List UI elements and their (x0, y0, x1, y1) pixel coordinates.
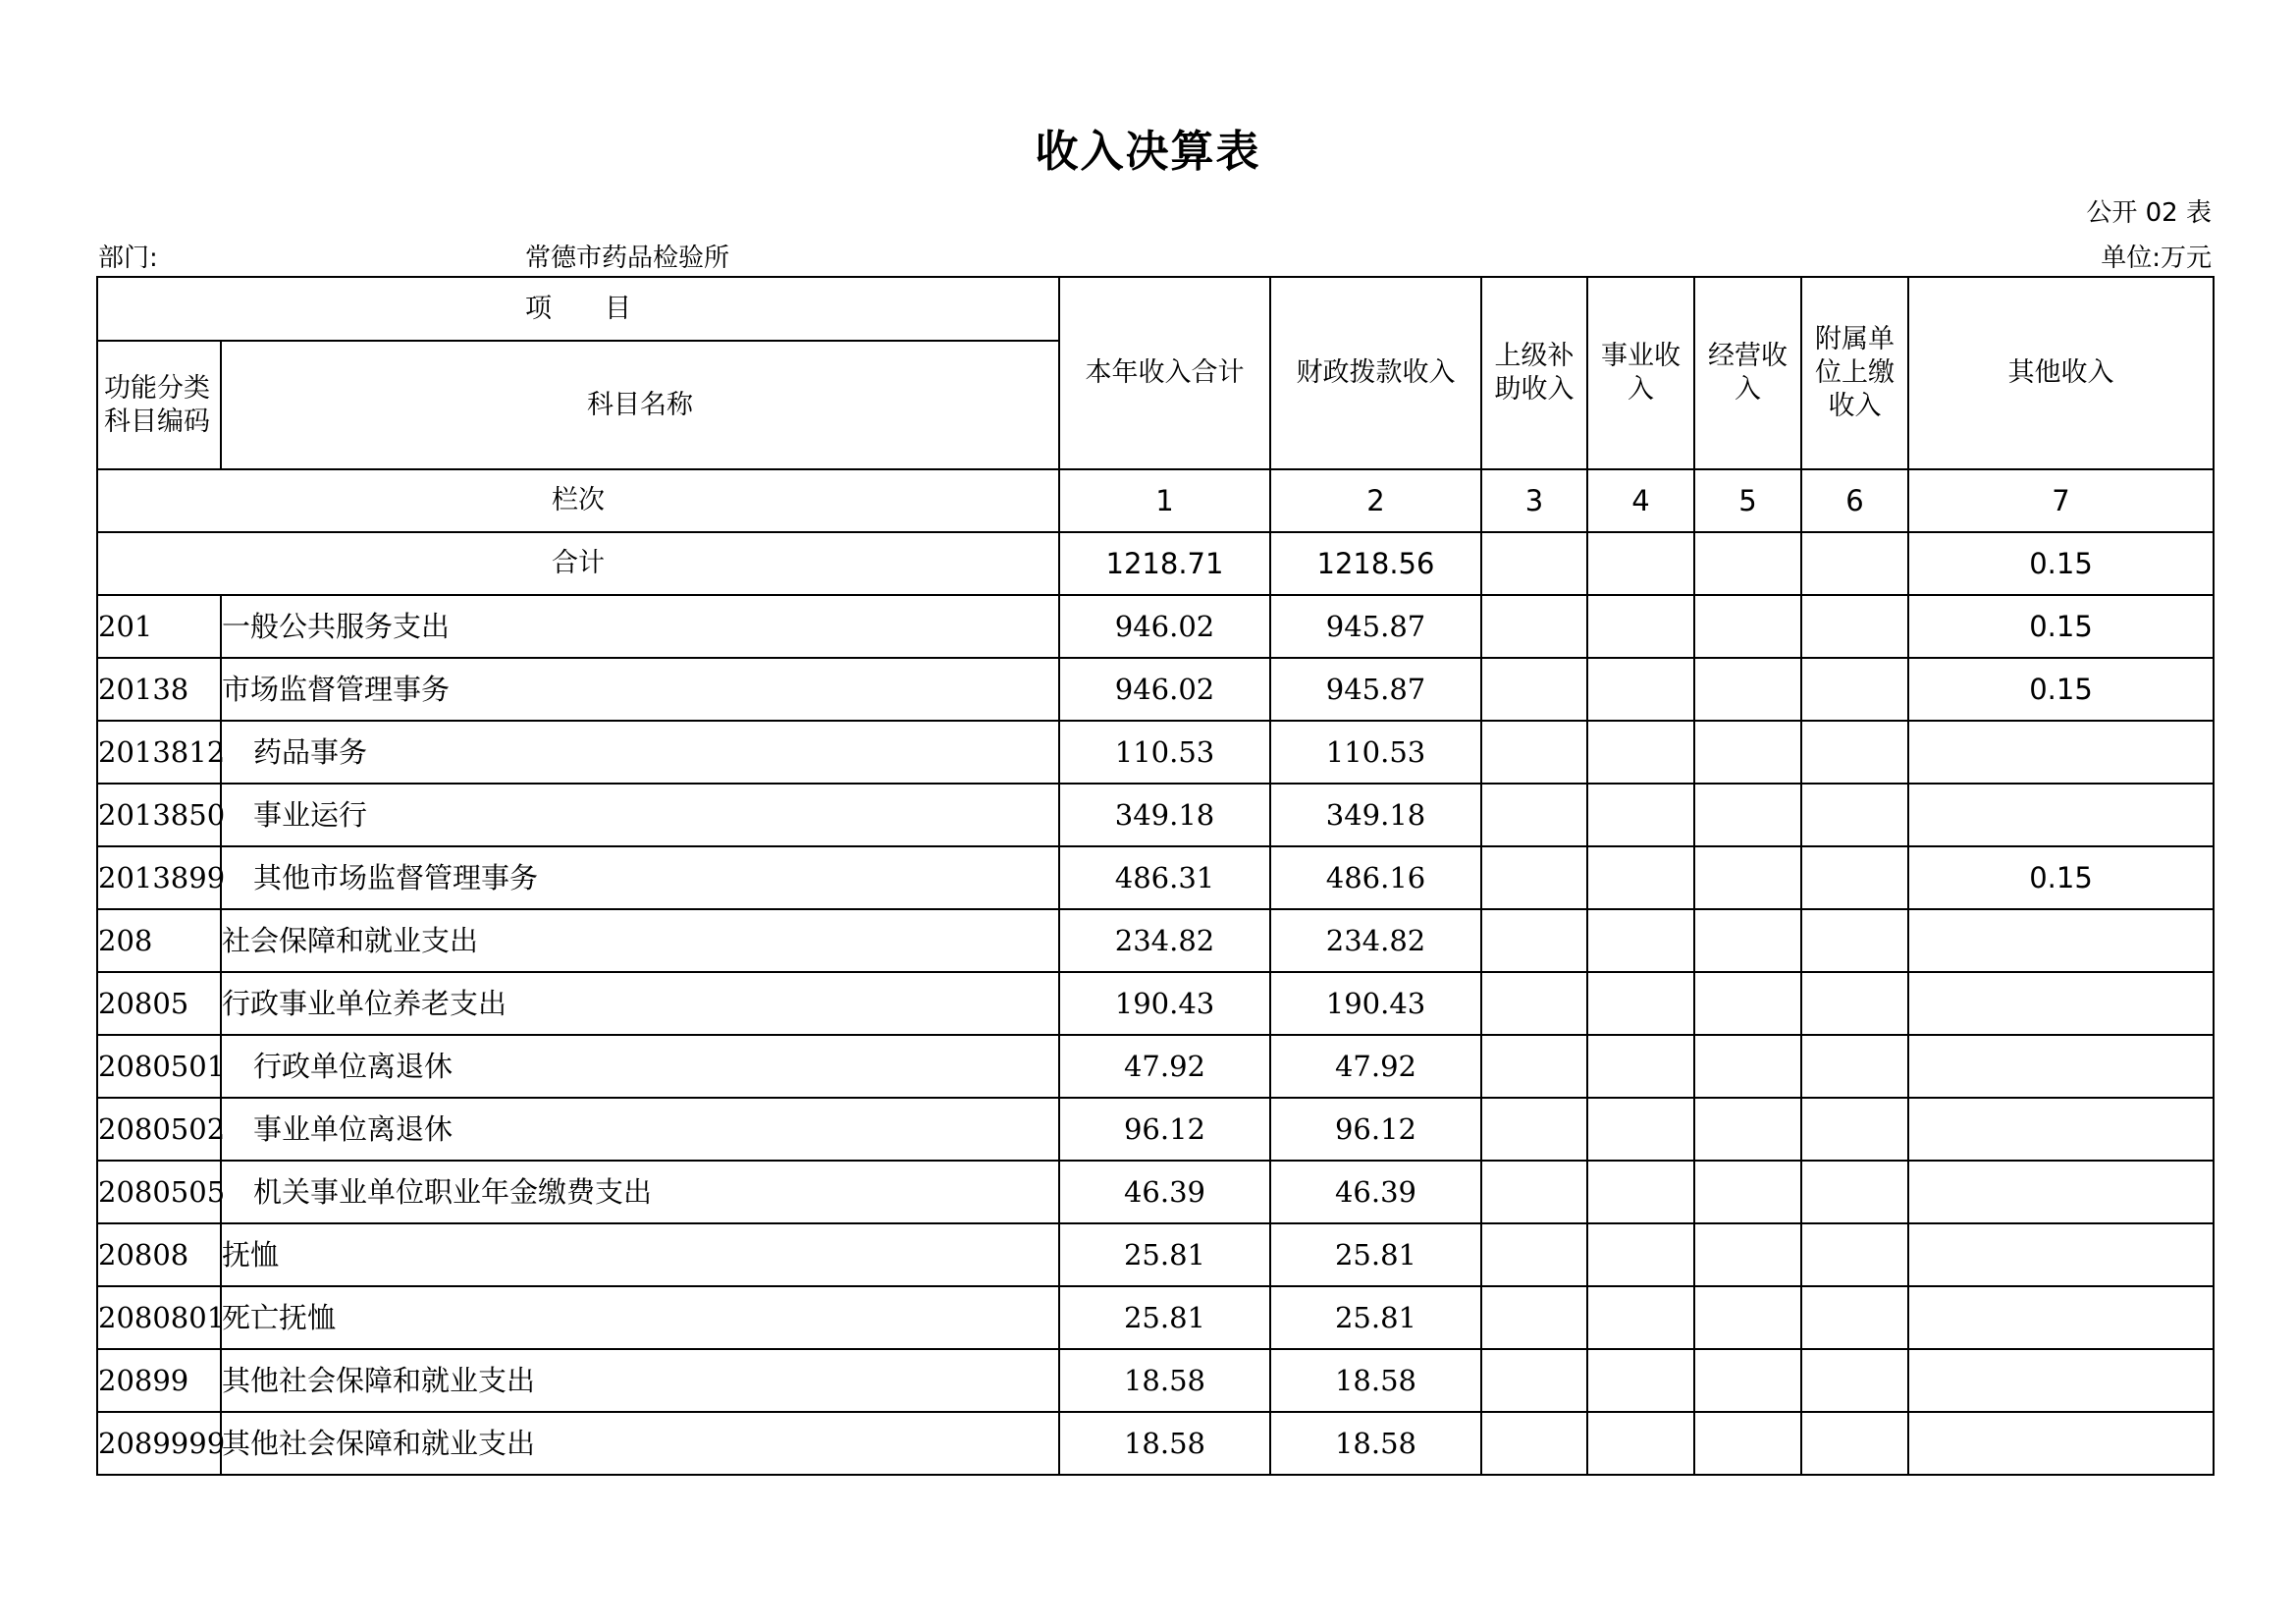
fiscal-income-cell: 486.16 (1270, 846, 1481, 909)
fiscal-income-cell: 25.81 (1270, 1223, 1481, 1286)
fiscal-income-cell: 46.39 (1270, 1161, 1481, 1223)
other-income-cell (1908, 1098, 2214, 1161)
total-label: 合计 (97, 532, 1059, 595)
table-row (97, 1098, 2214, 1161)
table-row (97, 972, 2214, 1035)
business-income-cell (1587, 784, 1694, 846)
superior-income-cell (1481, 1286, 1587, 1349)
total-row (97, 532, 2214, 595)
subject-name-cell: 事业单位离退休 (221, 1098, 1059, 1161)
header-row-1 (97, 277, 2214, 341)
subject-name-cell: 机关事业单位职业年金缴费支出 (221, 1161, 1059, 1223)
subject-code-cell: 201 (97, 595, 221, 658)
business-income-cell (1587, 1161, 1694, 1223)
affiliated-income-cell (1801, 784, 1908, 846)
subject-code-cell: 20138 (97, 658, 221, 721)
other-income-cell: 0.15 (1908, 595, 2214, 658)
fiscal-income-cell: 190.43 (1270, 972, 1481, 1035)
header-fiscal-income: 财政拨款收入 (1270, 277, 1481, 469)
fiscal-income-cell: 18.58 (1270, 1412, 1481, 1475)
column-number: 2 (1270, 469, 1481, 532)
business-income-cell (1587, 1349, 1694, 1412)
fiscal-income-cell: 96.12 (1270, 1098, 1481, 1161)
total-income-cell: 18.58 (1059, 1349, 1270, 1412)
affiliated-income-cell (1801, 658, 1908, 721)
column-number: 6 (1801, 469, 1908, 532)
total-business-value (1587, 532, 1694, 595)
other-income-cell (1908, 784, 2214, 846)
other-income-cell (1908, 972, 2214, 1035)
subject-name-cell: 市场监督管理事务 (221, 658, 1059, 721)
table-row (97, 909, 2214, 972)
subject-code-cell: 20899 (97, 1349, 221, 1412)
other-income-cell (1908, 1412, 2214, 1475)
table-row (97, 1412, 2214, 1475)
operating-income-cell (1694, 721, 1801, 784)
subject-name-cell: 其他社会保障和就业支出 (221, 1412, 1059, 1475)
subject-code-cell: 2013850 (97, 784, 221, 846)
subject-name-cell: 事业运行 (221, 784, 1059, 846)
business-income-cell (1587, 1286, 1694, 1349)
subject-code-cell: 2080502 (97, 1098, 221, 1161)
total-income-cell: 190.43 (1059, 972, 1270, 1035)
subject-name-cell: 药品事务 (221, 721, 1059, 784)
affiliated-income-cell (1801, 1098, 1908, 1161)
table-row (97, 1286, 2214, 1349)
header-project: 项 目 (97, 277, 1059, 341)
header-subject-name: 科目名称 (221, 341, 1059, 469)
income-table (96, 276, 2215, 1476)
operating-income-cell (1694, 658, 1801, 721)
subject-name-cell: 一般公共服务支出 (221, 595, 1059, 658)
total-income-cell: 25.81 (1059, 1223, 1270, 1286)
fiscal-income-cell: 18.58 (1270, 1349, 1481, 1412)
other-income-cell (1908, 1161, 2214, 1223)
table-row (97, 784, 2214, 846)
business-income-cell (1587, 1035, 1694, 1098)
operating-income-cell (1694, 595, 1801, 658)
total-income-cell: 96.12 (1059, 1098, 1270, 1161)
operating-income-cell (1694, 909, 1801, 972)
affiliated-income-cell (1801, 1223, 1908, 1286)
total-income-cell: 946.02 (1059, 658, 1270, 721)
operating-income-cell (1694, 846, 1801, 909)
fiscal-income-cell: 110.53 (1270, 721, 1481, 784)
other-income-cell (1908, 909, 2214, 972)
subject-code-cell: 2080501 (97, 1035, 221, 1098)
subject-name-cell: 死亡抚恤 (221, 1286, 1059, 1349)
business-income-cell (1587, 846, 1694, 909)
header-business-income: 事业收入 (1587, 277, 1694, 469)
total-income-cell: 18.58 (1059, 1412, 1270, 1475)
header-total-income: 本年收入合计 (1059, 277, 1270, 469)
affiliated-income-cell (1801, 1349, 1908, 1412)
total-income-cell: 110.53 (1059, 721, 1270, 784)
department-name: 常德市药品检验所 (525, 244, 730, 273)
table-row (97, 1223, 2214, 1286)
total-income-cell: 25.81 (1059, 1286, 1270, 1349)
column-number: 5 (1694, 469, 1801, 532)
total-income-value: 1218.71 (1059, 532, 1270, 595)
subject-name-cell: 行政单位离退休 (221, 1035, 1059, 1098)
column-number-label: 栏次 (97, 469, 1059, 532)
total-operating-value (1694, 532, 1801, 595)
subject-name-cell: 行政事业单位养老支出 (221, 972, 1059, 1035)
operating-income-cell (1694, 1098, 1801, 1161)
subject-name-cell: 社会保障和就业支出 (221, 909, 1059, 972)
table-row (97, 846, 2214, 909)
operating-income-cell (1694, 1223, 1801, 1286)
superior-income-cell (1481, 1035, 1587, 1098)
header-operating-income: 经营收入 (1694, 277, 1801, 469)
affiliated-income-cell (1801, 721, 1908, 784)
affiliated-income-cell (1801, 1412, 1908, 1475)
table-row (97, 1161, 2214, 1223)
total-income-cell: 486.31 (1059, 846, 1270, 909)
affiliated-income-cell (1801, 595, 1908, 658)
subject-code-cell: 2089999 (97, 1412, 221, 1475)
superior-income-cell (1481, 909, 1587, 972)
other-income-cell (1908, 721, 2214, 784)
business-income-cell (1587, 1098, 1694, 1161)
header-superior-income: 上级补助收入 (1481, 277, 1587, 469)
subject-name-cell: 其他市场监督管理事务 (221, 846, 1059, 909)
other-income-cell (1908, 1223, 2214, 1286)
column-number: 3 (1481, 469, 1587, 532)
table-body (97, 277, 2214, 1475)
superior-income-cell (1481, 972, 1587, 1035)
table-row (97, 1035, 2214, 1098)
total-income-cell: 946.02 (1059, 595, 1270, 658)
fiscal-income-cell: 47.92 (1270, 1035, 1481, 1098)
business-income-cell (1587, 1412, 1694, 1475)
column-number: 4 (1587, 469, 1694, 532)
subject-code-cell: 2080801 (97, 1286, 221, 1349)
form-number: 公开 02 表 (2086, 198, 2212, 228)
business-income-cell (1587, 721, 1694, 784)
other-income-cell: 0.15 (1908, 658, 2214, 721)
affiliated-income-cell (1801, 846, 1908, 909)
meta-row (98, 238, 2212, 271)
table-row (97, 721, 2214, 784)
affiliated-income-cell (1801, 1286, 1908, 1349)
subject-code-cell: 20805 (97, 972, 221, 1035)
total-income-cell: 234.82 (1059, 909, 1270, 972)
table-row (97, 1349, 2214, 1412)
subject-code-cell: 20808 (97, 1223, 221, 1286)
subject-name-cell: 其他社会保障和就业支出 (221, 1349, 1059, 1412)
operating-income-cell (1694, 972, 1801, 1035)
fiscal-income-cell: 945.87 (1270, 595, 1481, 658)
fiscal-income-cell: 349.18 (1270, 784, 1481, 846)
superior-income-cell (1481, 1223, 1587, 1286)
column-number-row (97, 469, 2214, 532)
column-number: 7 (1908, 469, 2214, 532)
unit-label: 单位:万元 (2101, 244, 2212, 273)
affiliated-income-cell (1801, 909, 1908, 972)
subject-name-cell: 抚恤 (221, 1223, 1059, 1286)
business-income-cell (1587, 658, 1694, 721)
affiliated-income-cell (1801, 972, 1908, 1035)
operating-income-cell (1694, 1035, 1801, 1098)
superior-income-cell (1481, 1349, 1587, 1412)
fiscal-income-cell: 234.82 (1270, 909, 1481, 972)
total-income-cell: 349.18 (1059, 784, 1270, 846)
column-number: 1 (1059, 469, 1270, 532)
subject-code-cell: 2013899 (97, 846, 221, 909)
fiscal-income-cell: 25.81 (1270, 1286, 1481, 1349)
superior-income-cell (1481, 1161, 1587, 1223)
page-title: 收入决算表 (1035, 127, 1261, 177)
total-fiscal-value: 1218.56 (1270, 532, 1481, 595)
table-row (97, 595, 2214, 658)
fiscal-income-cell: 945.87 (1270, 658, 1481, 721)
header-other-income: 其他收入 (1908, 277, 2214, 469)
other-income-cell (1908, 1349, 2214, 1412)
operating-income-cell (1694, 1412, 1801, 1475)
superior-income-cell (1481, 1412, 1587, 1475)
business-income-cell (1587, 972, 1694, 1035)
affiliated-income-cell (1801, 1161, 1908, 1223)
business-income-cell (1587, 909, 1694, 972)
total-other-value: 0.15 (1908, 532, 2214, 595)
operating-income-cell (1694, 1349, 1801, 1412)
total-superior-value (1481, 532, 1587, 595)
superior-income-cell (1481, 1098, 1587, 1161)
superior-income-cell (1481, 658, 1587, 721)
total-affiliated-value (1801, 532, 1908, 595)
total-income-cell: 46.39 (1059, 1161, 1270, 1223)
business-income-cell (1587, 1223, 1694, 1286)
subject-code-cell: 208 (97, 909, 221, 972)
operating-income-cell (1694, 1286, 1801, 1349)
superior-income-cell (1481, 595, 1587, 658)
header-affiliated-income: 附属单位上缴收入 (1801, 277, 1908, 469)
other-income-cell (1908, 1286, 2214, 1349)
subject-code-cell: 2013812 (97, 721, 221, 784)
superior-income-cell (1481, 846, 1587, 909)
superior-income-cell (1481, 784, 1587, 846)
superior-income-cell (1481, 721, 1587, 784)
operating-income-cell (1694, 784, 1801, 846)
department-label: 部门: (98, 244, 158, 273)
header-func-code: 功能分类科目编码 (97, 341, 221, 469)
other-income-cell (1908, 1035, 2214, 1098)
affiliated-income-cell (1801, 1035, 1908, 1098)
table-row (97, 658, 2214, 721)
business-income-cell (1587, 595, 1694, 658)
total-income-cell: 47.92 (1059, 1035, 1270, 1098)
operating-income-cell (1694, 1161, 1801, 1223)
other-income-cell: 0.15 (1908, 846, 2214, 909)
subject-code-cell: 2080505 (97, 1161, 221, 1223)
